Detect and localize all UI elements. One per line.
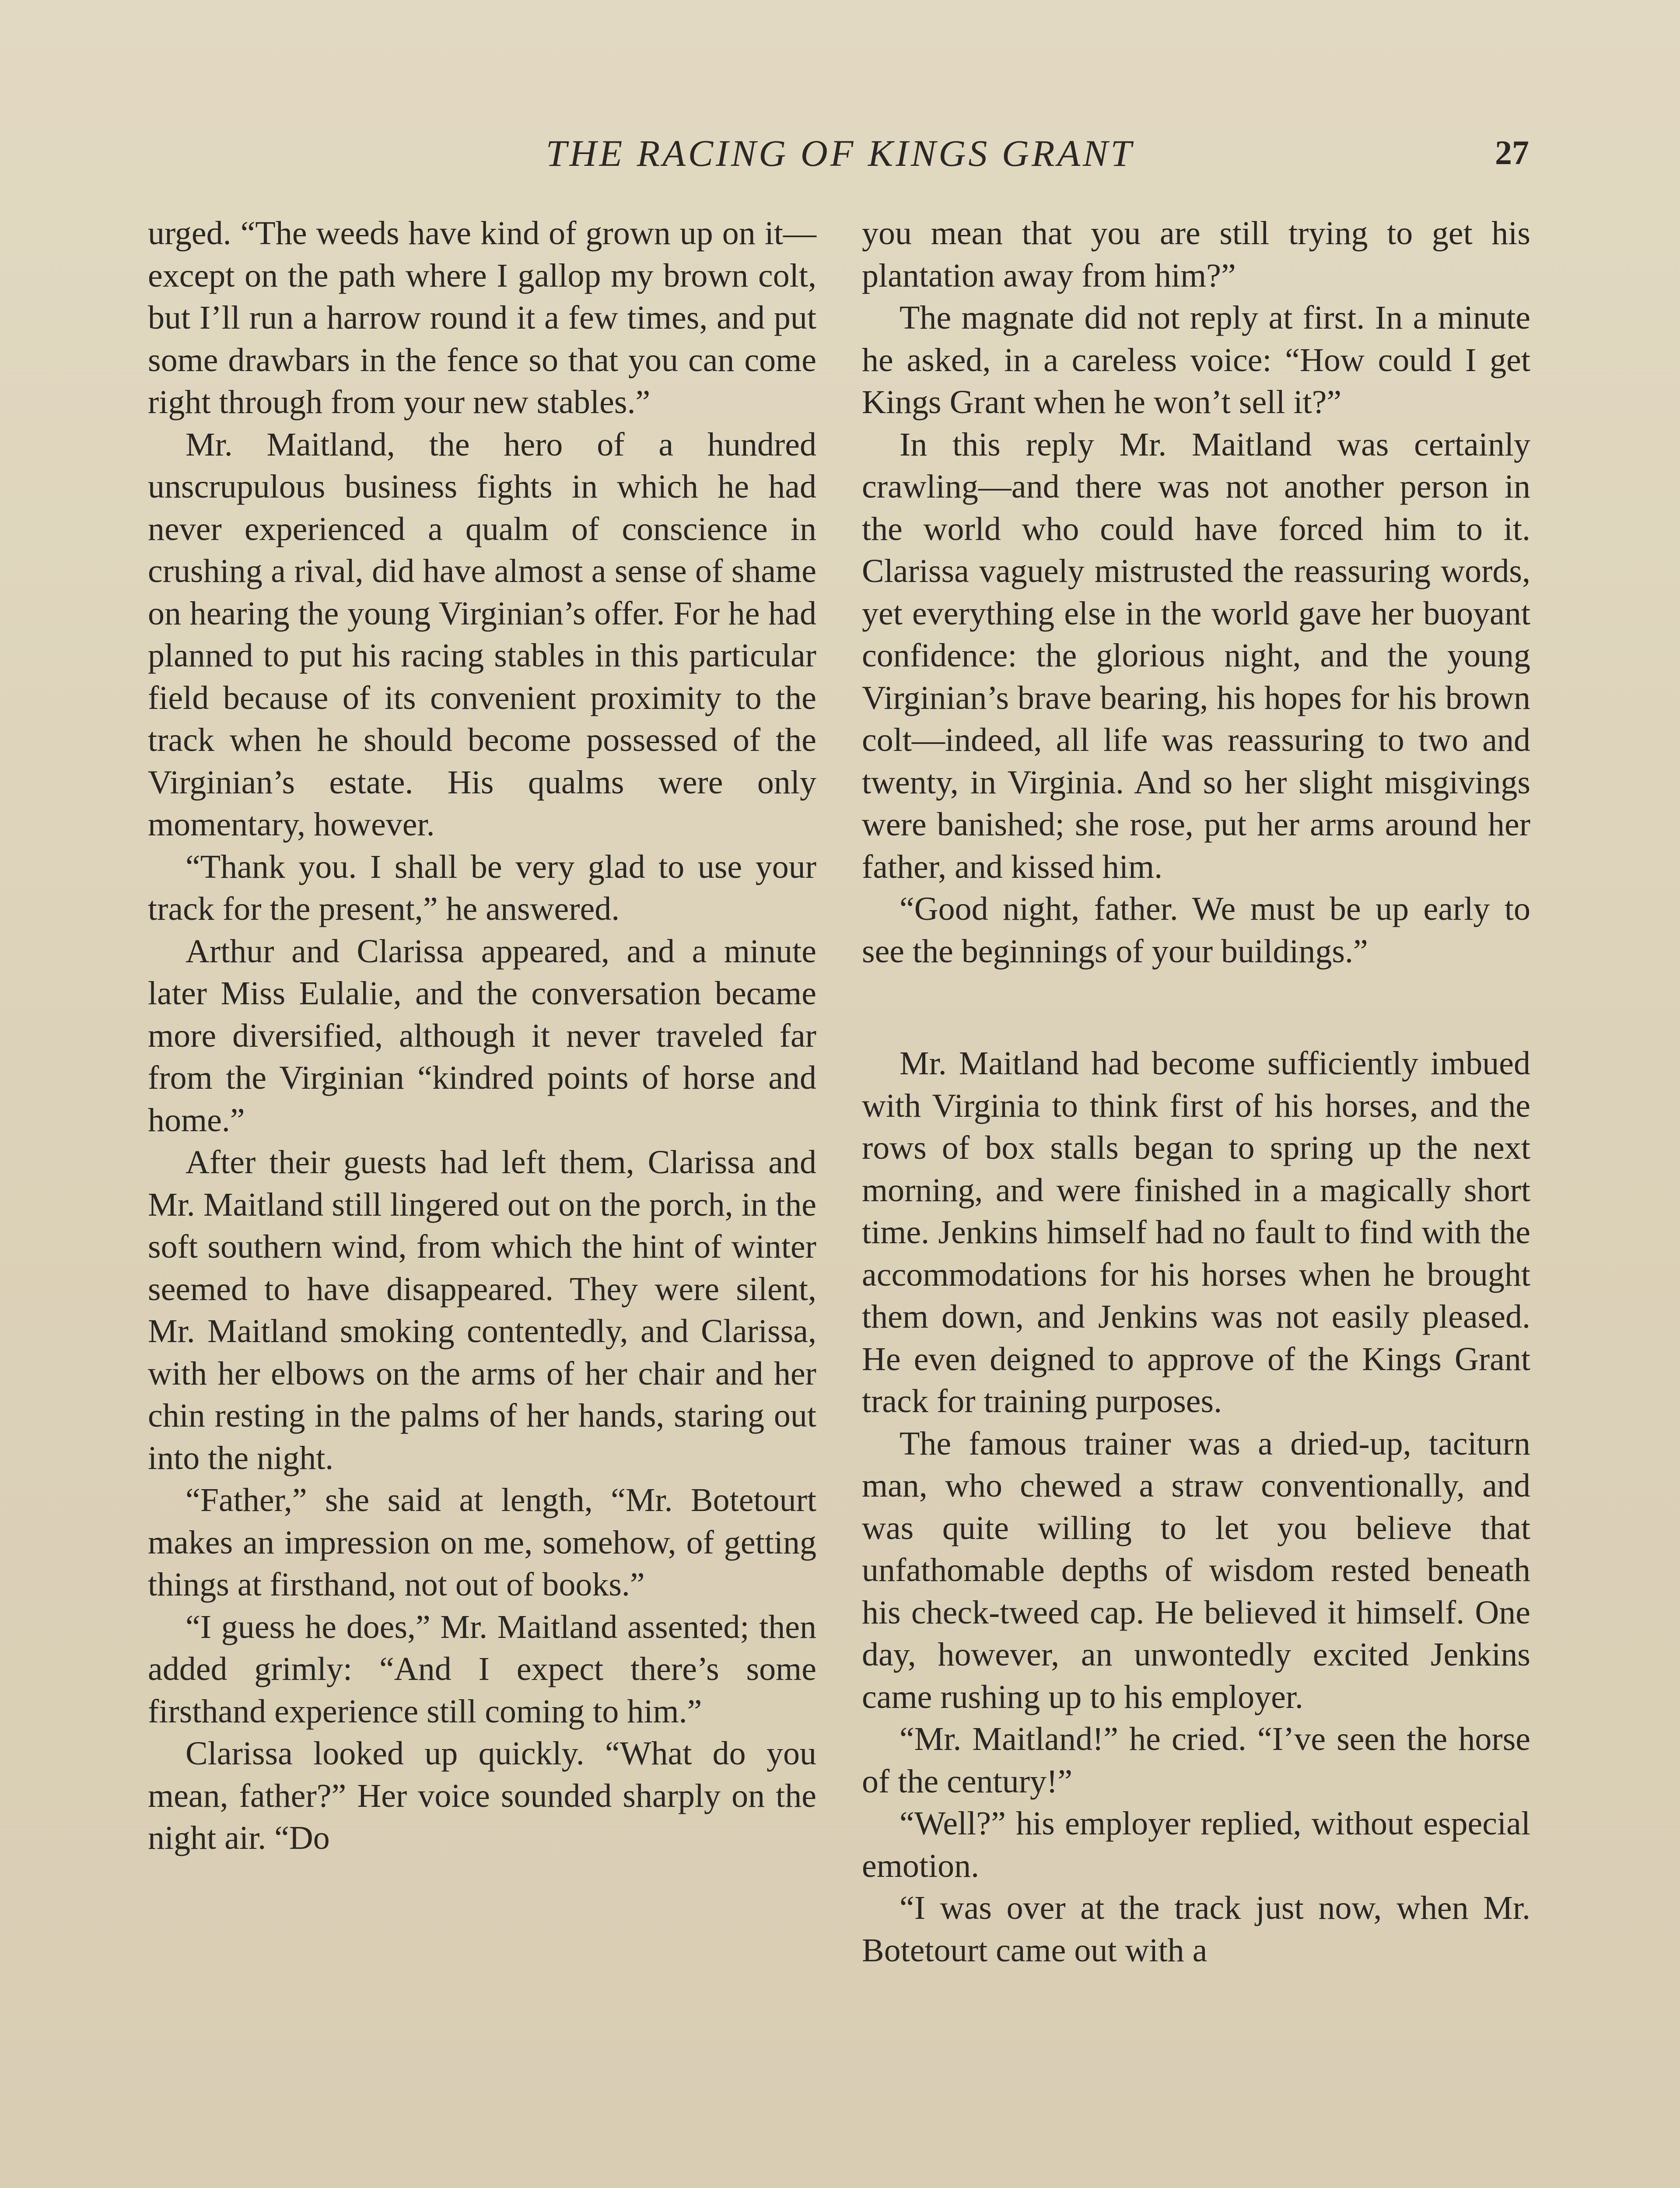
running-head [0, 131, 1680, 179]
right-column [862, 212, 1530, 1971]
page-number: 27 [1495, 133, 1529, 172]
left-column [148, 212, 816, 1859]
paragraph: “Thank you. I shall be very glad to use your track for the present,” he answered. [148, 848, 816, 927]
paragraph: you mean that you are still trying to get his plantation away from him?” [862, 215, 1530, 294]
paragraph: “Father,” she said at length, “Mr. Botetourt makes an impression on me, somehow, of getting things at firsthand, not out of books.” [148, 1482, 816, 1603]
paragraph: “I guess he does,” Mr. Maitland assented; then added grimly: “And I expect there’s some firsthand experience still coming to him.” [148, 1608, 816, 1730]
paragraph: The magnate did not reply at first. In a minute he asked, in a careless voice: “How could I get Kings Grant when he won’t sell it?” [862, 299, 1530, 421]
running-title: THE RACING OF KINGS GRANT [546, 132, 1134, 174]
paragraph: Clarissa looked up quickly. “What do you mean, father?” Her voice sounded sharply on the night air. “Do [148, 1735, 816, 1856]
paragraph: “I was over at the track just now, when Mr. Botetourt came out with a [862, 1890, 1530, 1969]
paragraph: “Good night, father. We must be up early to see the beginnings of your buildings.” [862, 891, 1530, 970]
paragraph: urged. “The weeds have kind of grown up on it—except on the path where I gallop my brown colt, but I’ll run a harrow round it a few times, and put some drawbars in the fence so that you can come right through from your new stables.” [148, 215, 816, 421]
paragraph: “Mr. Maitland!” he cried. “I’ve seen the horse of the century!” [862, 1721, 1530, 1800]
paragraph: Arthur and Clarissa appeared, and a minute later Miss Eulalie, and the conversation became more diversified, although it never traveled far from the Virginian “kindred points of horse and home.” [148, 933, 816, 1139]
paragraph: The famous trainer was a dried-up, taciturn man, who chewed a straw conventionally, and was quite willing to let you believe that unfathomable depths of wisdom rested beneath his check-tweed cap. He believed it himself. One day, however, an unwontedly excited Jenkins came rushing up to his employer. [862, 1425, 1530, 1715]
paragraph: In this reply Mr. Maitland was certainly crawling—and there was not another person in the world who could have forced him to it. Clarissa vaguely mistrusted the reassuring words, yet everything else in the world gave her buoyant confidence: the glorious night, and the young Virginian’s brave bearing, his hopes for his brown colt—indeed, all life was reassuring to two and twenty, in Virginia. And so her slight misgivings were banished; she rose, put her arms around her father, and kissed him. [862, 426, 1530, 885]
paragraph: Mr. Maitland, the hero of a hundred unscrupulous business fights in which he had never experienced a qualm of conscience in crushing a rival, did have almost a sense of shame on hearing the young Virginian’s offer. For he had planned to put his racing stables in this particular field because of its convenient proximity to the track when he should become possessed of the Virginian’s estate. His qualms were only momentary, however. [148, 426, 816, 843]
paragraph: Mr. Maitland had become sufficiently imbued with Virginia to think first of his horses, and the rows of box stalls began to spring up the next morning, and were finished in a magically short time. Jenkins himself had no fault to find with the accommodations for his horses when he brought them down, and Jenkins was not easily pleased. He even deigned to approve of the Kings Grant track for training purposes. [862, 1045, 1530, 1420]
paragraph: “Well?” his employer replied, without especial emotion. [862, 1805, 1530, 1884]
paragraph: After their guests had left them, Clarissa and Mr. Maitland still lingered out on the porch, in the soft southern wind, from which the hint of winter seemed to have disappeared. They were silent, Mr. Maitland smoking contentedly, and Clarissa, with her elbows on the arms of her chair and her chin resting in the palms of her hands, staring out into the night. [148, 1144, 816, 1476]
